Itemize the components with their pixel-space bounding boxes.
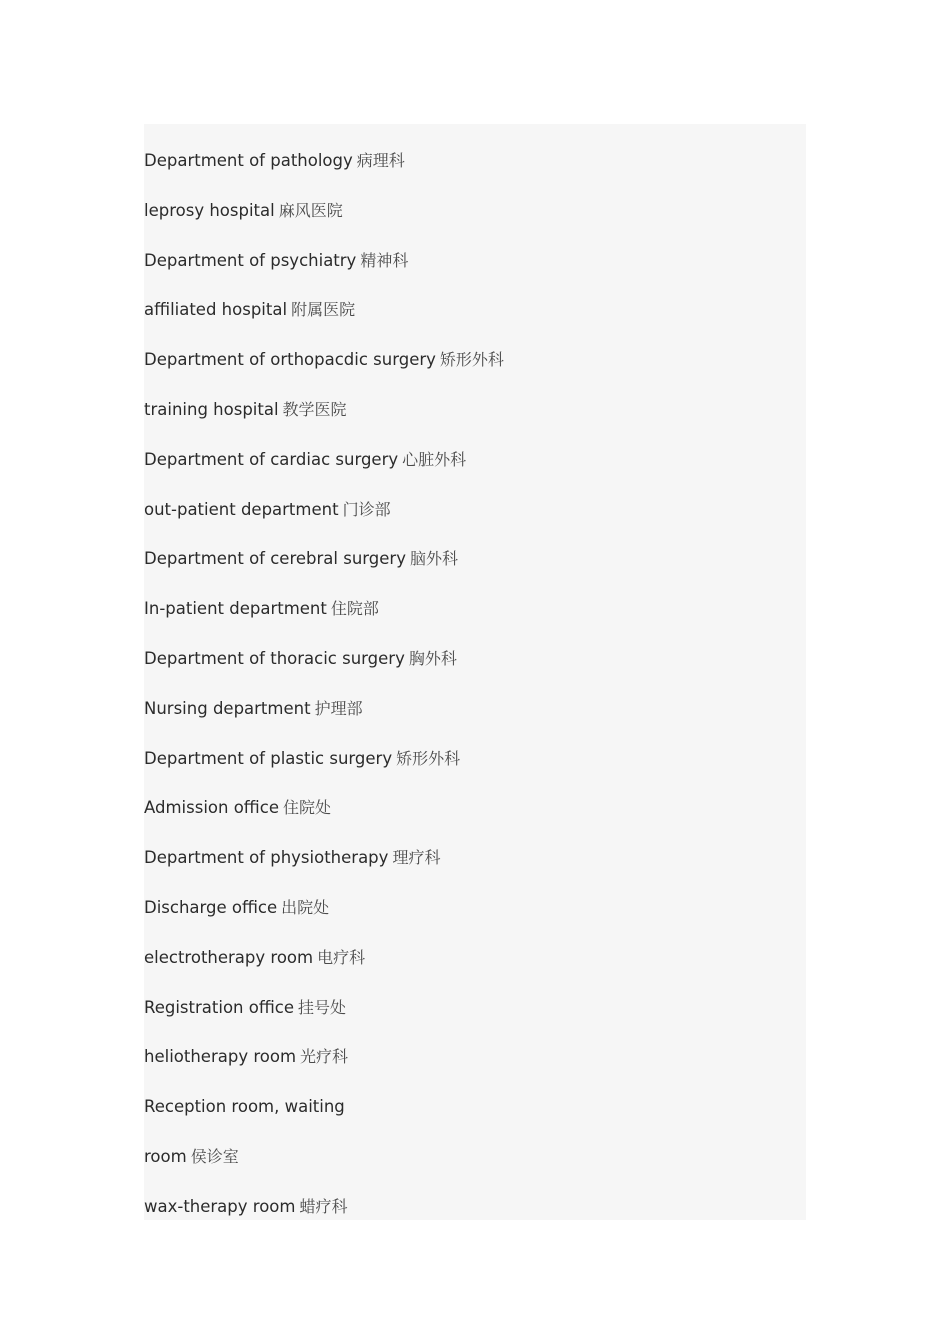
chinese-term: 矫形外科 <box>439 350 504 370</box>
chinese-term: 附属医院 <box>291 300 356 320</box>
list-item <box>144 748 806 798</box>
english-term: Department of cardiac surgery <box>144 449 399 469</box>
english-term: Department of pathology <box>144 151 353 170</box>
english-term: training hospital <box>144 399 279 419</box>
list-item <box>144 598 806 648</box>
chinese-term: 理疗科 <box>392 848 441 868</box>
english-term: Discharge office <box>144 897 278 917</box>
chinese-term: 胸外科 <box>408 648 457 668</box>
chinese-term: 护理部 <box>314 698 363 718</box>
list-item <box>144 1196 806 1246</box>
chinese-term: 电疗科 <box>317 947 366 967</box>
list-item <box>144 698 806 748</box>
chinese-term: 脑外科 <box>409 549 458 569</box>
list-item <box>144 499 806 549</box>
list-item <box>144 449 806 499</box>
list-item <box>144 349 806 399</box>
english-term: Department of physiotherapy <box>144 848 389 868</box>
english-term: Registration office <box>144 997 295 1017</box>
chinese-term: 矫形外科 <box>396 748 461 768</box>
list-item <box>144 648 806 698</box>
list-item <box>144 997 806 1047</box>
chinese-term: 挂号处 <box>298 997 347 1017</box>
list-item <box>144 399 806 449</box>
chinese-term: 蜡疗科 <box>299 1196 348 1216</box>
vocabulary-block <box>144 124 806 1220</box>
list-item <box>144 1146 806 1196</box>
list-item <box>144 299 806 349</box>
list-item <box>144 897 806 947</box>
english-term: heliotherapy room <box>144 1047 297 1067</box>
english-term: Department of plastic surgery <box>144 748 393 768</box>
vocabulary-list <box>144 150 806 1246</box>
list-item <box>144 847 806 897</box>
list-item <box>144 150 806 200</box>
list-item <box>144 797 806 847</box>
chinese-term: 住院部 <box>330 599 379 619</box>
english-term: wax-therapy room <box>144 1196 296 1216</box>
english-term: electrotherapy room <box>144 947 314 967</box>
chinese-term: 门诊部 <box>342 499 391 519</box>
english-term: Department of psychiatry <box>144 250 357 270</box>
english-term: room <box>144 1146 187 1166</box>
chinese-term: 住院处 <box>282 798 331 818</box>
chinese-term: 教学医院 <box>282 399 347 419</box>
chinese-term: 精神科 <box>360 250 409 270</box>
english-term: out-patient department <box>144 499 339 519</box>
english-term: Reception room, waiting <box>144 1097 345 1117</box>
english-term: Department of orthopacdic surgery <box>144 350 436 370</box>
chinese-term: 心脏外科 <box>402 449 467 469</box>
english-term: affiliated hospital <box>144 300 288 320</box>
english-term: In-patient department <box>144 599 327 619</box>
list-item <box>144 200 806 250</box>
english-term: Department of thoracic surgery <box>144 648 405 668</box>
list-item <box>144 947 806 997</box>
english-term: Nursing department <box>144 698 311 718</box>
chinese-term: 光疗科 <box>300 1047 349 1067</box>
list-item <box>144 548 806 598</box>
chinese-term: 侯诊室 <box>190 1146 239 1166</box>
list-item <box>144 1096 806 1146</box>
english-term: leprosy hospital <box>144 200 275 220</box>
chinese-term: 麻风医院 <box>278 200 343 220</box>
chinese-term: 病理科 <box>356 151 405 170</box>
list-item <box>144 250 806 300</box>
chinese-term: 出院处 <box>281 897 330 917</box>
list-item <box>144 1046 806 1096</box>
english-term: Department of cerebral surgery <box>144 549 406 569</box>
english-term: Admission office <box>144 798 279 818</box>
